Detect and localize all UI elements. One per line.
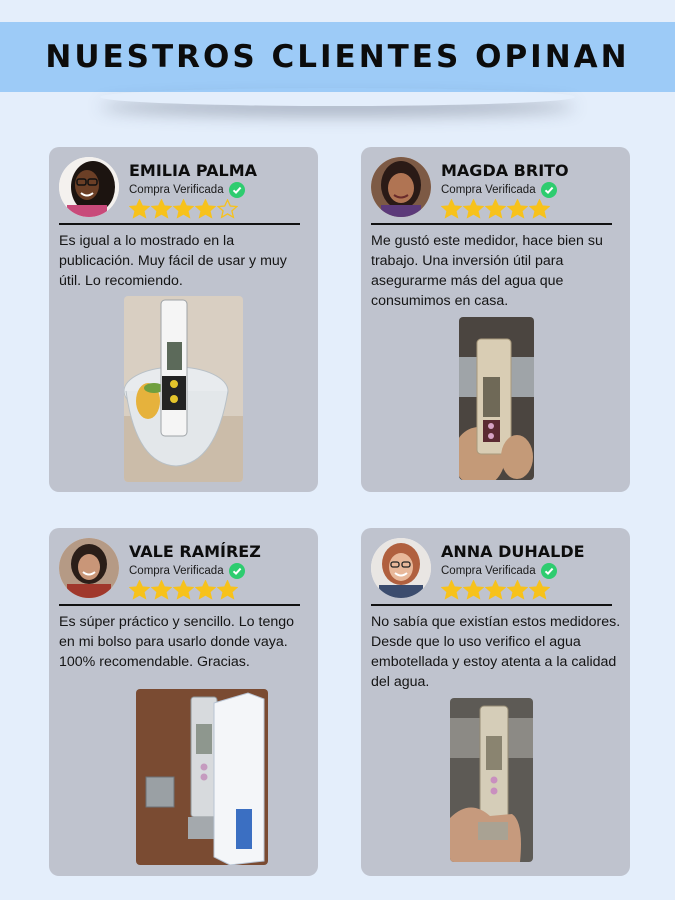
review-card [361,528,630,876]
verified-check-icon [541,563,557,579]
star-filled-icon [441,199,462,219]
verified-label: Compra Verificada [441,184,536,196]
divider [371,223,612,225]
star-rating [129,580,238,600]
header-banner [0,22,675,92]
star-filled-icon [529,580,550,600]
product-photo [136,689,268,865]
star-filled-icon [195,199,216,219]
star-rating [441,580,550,600]
avatar [371,538,431,598]
review-text: Es súper práctico y sencillo. Lo tengo en mi bolso para usarlo donde vaya. 100% recomendable. Gracias. [59,614,295,670]
avatar [371,157,431,217]
divider [371,604,612,606]
review-header [59,157,309,219]
star-filled-icon [129,580,150,600]
review-header [371,538,621,600]
star-rating [441,199,550,219]
verified-purchase [129,182,245,198]
verified-check-icon [541,182,557,198]
verified-label: Compra Verificada [129,184,224,196]
verified-check-icon [229,182,245,198]
star-filled-icon [151,199,172,219]
star-rating [129,199,238,219]
reviewer-name: ANNA DUHALDE [441,542,585,561]
avatar [59,538,119,598]
divider [59,604,300,606]
star-filled-icon [485,199,506,219]
reviewer-name: MAGDA BRITO [441,161,569,180]
product-photo [450,698,533,862]
divider [59,223,300,225]
star-empty-icon [217,199,238,219]
verified-purchase [441,182,557,198]
star-filled-icon [151,580,172,600]
banner-shadow [100,88,575,106]
review-card [49,147,318,492]
star-filled-icon [441,580,462,600]
page-title: NUESTROS CLIENTES OPINAN [45,39,630,75]
product-photo [124,296,243,482]
product-photo [459,317,534,480]
star-filled-icon [129,199,150,219]
star-filled-icon [173,580,194,600]
review-card [361,147,630,492]
verified-label: Compra Verificada [129,565,224,577]
star-filled-icon [217,580,238,600]
avatar [59,157,119,217]
reviewer-name: EMILIA PALMA [129,161,258,180]
review-text: Me gustó este medidor, hace bien su trabajo. Una inversión útil para asegurarme más del agua que consumimos en casa. [371,233,603,309]
star-filled-icon [463,199,484,219]
star-filled-icon [173,199,194,219]
verified-label: Compra Verificada [441,565,536,577]
reviewer-name: VALE RAMÍREZ [129,542,261,561]
review-header [371,157,621,219]
star-filled-icon [463,580,484,600]
review-header [59,538,309,600]
verified-purchase [129,563,245,579]
star-filled-icon [485,580,506,600]
verified-check-icon [229,563,245,579]
review-card [49,528,318,876]
star-filled-icon [507,580,528,600]
star-filled-icon [195,580,216,600]
verified-purchase [441,563,557,579]
star-filled-icon [529,199,550,219]
review-text: No sabía que existían estos medidores. Desde que lo uso verifico el agua embotellada y estoy atenta a la calidad del agua. [371,614,621,690]
review-text: Es igual a lo mostrado en la publicación. Muy fácil de usar y muy útil. Lo recomiendo. [59,233,287,289]
star-filled-icon [507,199,528,219]
